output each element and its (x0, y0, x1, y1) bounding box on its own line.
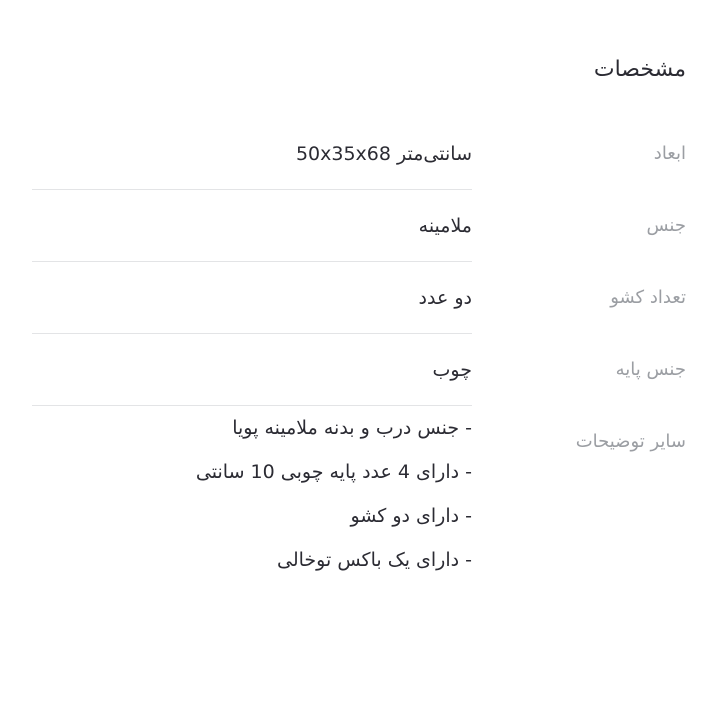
spec-row-material (32, 190, 686, 262)
spec-label: سایر توضیحات (575, 431, 686, 452)
spec-label: ابعاد (653, 143, 686, 164)
spec-label: جنس پایه (615, 359, 686, 380)
spec-value: دو عدد (32, 262, 472, 334)
spec-label: تعداد کشو (610, 287, 686, 308)
spec-label: جنس (646, 215, 686, 236)
spec-value: چوب (32, 334, 472, 406)
spec-row-drawers (32, 262, 686, 334)
spec-value: سانتی‌متر 50x35x68 (32, 118, 472, 190)
section-title: مشخصات (593, 57, 686, 82)
spec-notes-list (32, 406, 472, 582)
spec-value: ملامینه (32, 190, 472, 262)
note-line: - دارای 4 عدد پایه چوبی 10 سانتی (195, 461, 472, 483)
specs-table (32, 118, 686, 582)
note-line: - دارای یک باکس توخالی (277, 549, 472, 571)
spec-row-other-notes (32, 406, 686, 582)
spec-row-leg-material (32, 334, 686, 406)
note-line: - دارای دو کشو (350, 505, 472, 527)
spec-row-dimensions (32, 118, 686, 190)
note-line: - جنس درب و بدنه ملامینه پویا (232, 417, 472, 439)
